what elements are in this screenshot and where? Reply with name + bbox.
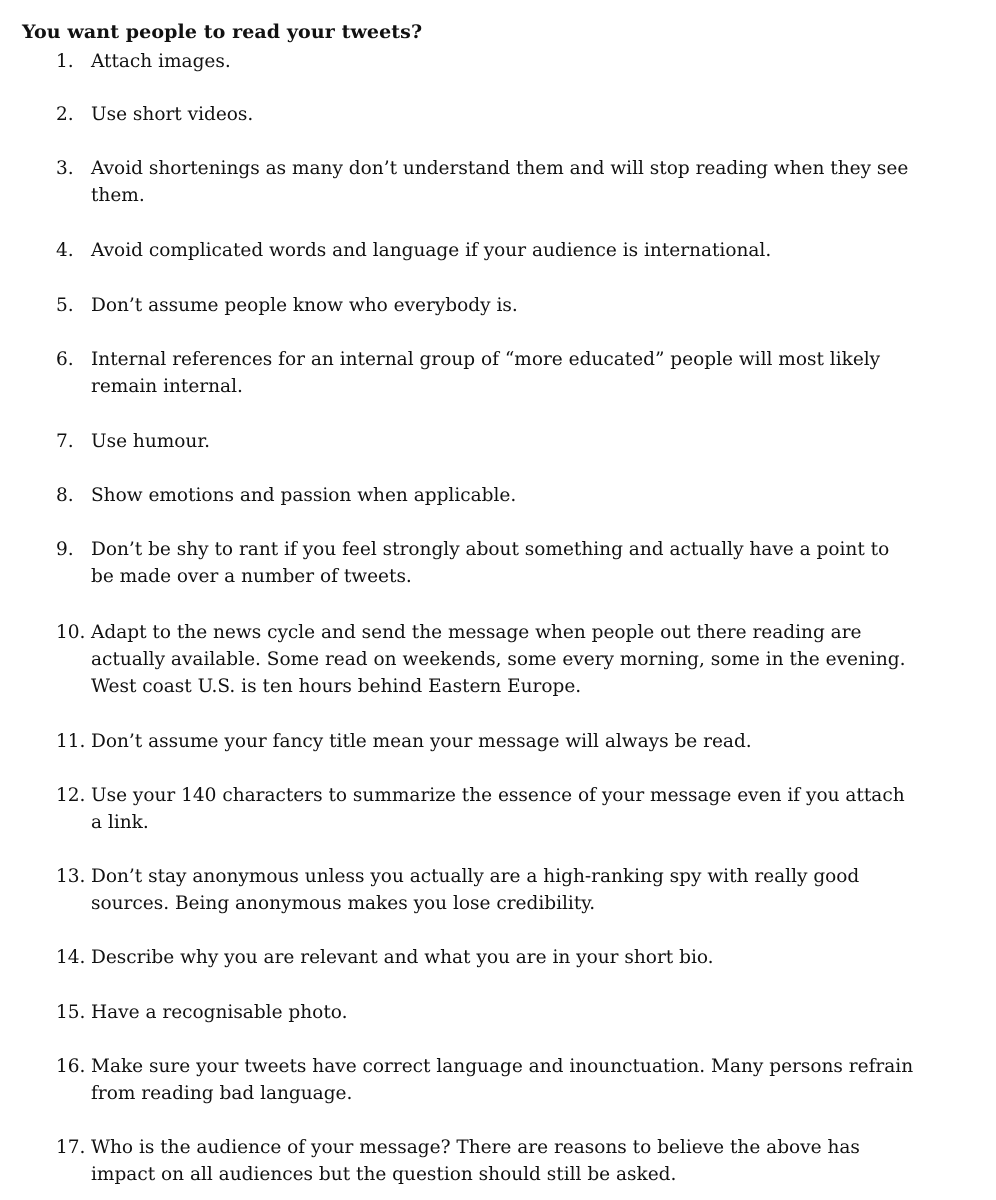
item-text: Use short videos. — [91, 104, 254, 125]
item-text: Describe why you are relevant and what you are in your short bio. — [91, 947, 714, 968]
item-text: Adapt to the news cycle and send the message when people out there reading are actually available. Some read on weekends, some every morning, some in the evening. West coast U.S. is ten hours behind Eastern Europe. — [91, 622, 906, 697]
item-text: Use humour. — [91, 431, 211, 452]
item-number: 15. — [56, 1002, 86, 1023]
list-item — [56, 237, 916, 264]
item-number: 10. — [56, 622, 86, 643]
list-item — [56, 155, 916, 209]
list-item — [56, 944, 916, 971]
item-number: 13. — [56, 866, 86, 887]
document-title: You want people to read your tweets? — [22, 21, 423, 43]
item-text: Don’t be shy to rant if you feel strongly about something and actually have a point to be made over a number of tweets. — [91, 539, 890, 587]
item-number: 6. — [56, 349, 74, 370]
item-number: 17. — [56, 1137, 86, 1158]
list-item — [56, 728, 916, 755]
item-text: Don’t assume your fancy title mean your message will always be read. — [91, 731, 752, 752]
item-number: 12. — [56, 785, 86, 806]
item-text: Make sure your tweets have correct language and inounctuation. Many persons refrain from reading bad language. — [91, 1056, 914, 1104]
list-item — [56, 346, 916, 400]
item-text: Internal references for an internal group of “more educated” people will most likely remain internal. — [91, 349, 881, 397]
item-text: Don’t assume people know who everybody is. — [91, 295, 518, 316]
list-item — [56, 482, 916, 509]
list-item — [56, 782, 916, 836]
list-item — [56, 863, 916, 917]
list-item — [56, 999, 916, 1026]
item-number: 14. — [56, 947, 86, 968]
list-item — [56, 536, 916, 590]
item-number: 16. — [56, 1056, 86, 1077]
list-item — [56, 1134, 916, 1188]
item-number: 2. — [56, 104, 74, 125]
item-text: Show emotions and passion when applicable. — [91, 485, 517, 506]
list-item — [56, 48, 916, 75]
item-number: 7. — [56, 431, 74, 452]
item-text: Avoid shortenings as many don’t understand them and will stop reading when they see them. — [91, 158, 909, 206]
item-number: 1. — [56, 51, 74, 72]
item-text: Attach images. — [91, 51, 231, 72]
list-item — [56, 101, 916, 128]
item-text: Use your 140 characters to summarize the essence of your message even if you attach a link. — [91, 785, 905, 833]
item-number: 11. — [56, 731, 86, 752]
item-number: 4. — [56, 240, 74, 261]
item-number: 8. — [56, 485, 74, 506]
item-text: Have a recognisable photo. — [91, 1002, 348, 1023]
item-number: 5. — [56, 295, 74, 316]
item-text: Avoid complicated words and language if your audience is international. — [91, 240, 772, 261]
list-item — [56, 292, 916, 319]
item-number: 9. — [56, 539, 74, 560]
item-number: 3. — [56, 158, 74, 179]
item-text: Who is the audience of your message? There are reasons to believe the above has impact on all audiences but the question should still be asked. — [91, 1137, 860, 1185]
item-text: Don’t stay anonymous unless you actually are a high-ranking spy with really good sources. Being anonymous makes you lose credibility. — [91, 866, 860, 914]
list-item — [56, 619, 916, 700]
list-item — [56, 428, 916, 455]
list-item — [56, 1053, 916, 1107]
